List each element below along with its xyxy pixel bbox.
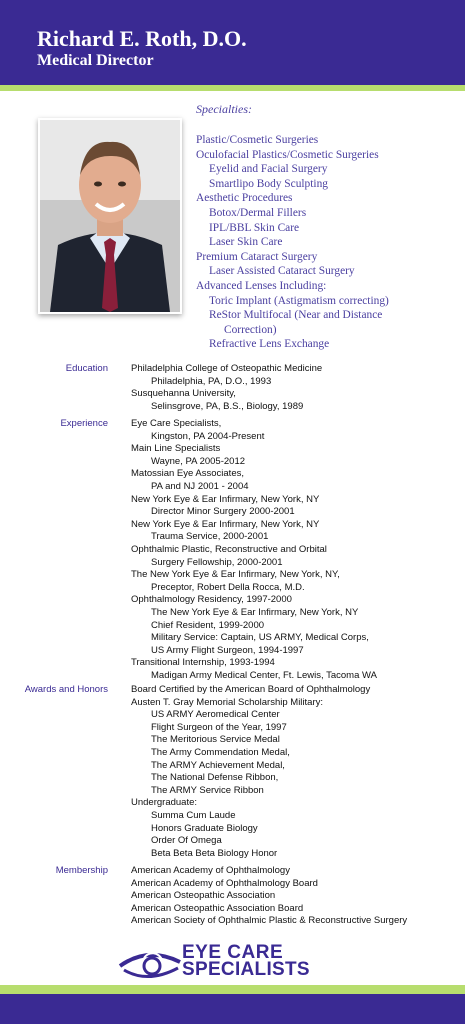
section-item: Main Line Specialists (131, 443, 221, 455)
specialty-item: Plastic/Cosmetic Surgeries (196, 134, 319, 146)
specialties-list (196, 133, 389, 352)
specialty-item: Laser Skin Care (209, 236, 283, 249)
section-item: The New York Eye & Ear Infirmary, New York, NY, (131, 569, 340, 581)
section-item: PA and NJ 2001 - 2004 (151, 480, 249, 492)
specialty-item: Laser Assisted Cataract Surgery (209, 265, 355, 278)
specialty-item: Smartlipo Body Sculpting (209, 177, 328, 190)
section-item: Matossian Eye Associates, (131, 468, 244, 480)
specialty-item: Refractive Lens Exchange (209, 338, 330, 351)
section-item: American Osteopathic Association (131, 890, 276, 902)
section-item: The National Defense Ribbon, (151, 772, 279, 784)
specialty-item: ReStor Multifocal (Near and Distance (209, 309, 383, 322)
specialty-item: IPL/BBL Skin Care (209, 221, 300, 234)
section-item: Wayne, PA 2005-2012 (151, 455, 246, 467)
specialty-item: Premium Cataract Surgery (196, 250, 318, 263)
specialty-item: Botox/Dermal Fillers (209, 206, 307, 219)
section-item: The New York Eye & Ear Infirmary, New York, NY (151, 606, 359, 618)
section-item: New York Eye & Ear Infirmary, New York, NY (131, 493, 320, 505)
doctor-title: Medical Director (37, 52, 154, 69)
section-item: Beta Beta Beta Biology Honor (151, 847, 278, 859)
section-item: Ophthalmology Residency, 1997-2000 (131, 594, 292, 606)
section-item: Flight Surgeon of the Year, 1997 (151, 721, 287, 733)
section-item: The Meritorious Service Medal (151, 734, 280, 746)
section-item: Undergraduate: (131, 797, 198, 809)
section-item: Kingston, PA 2004-Present (151, 430, 265, 442)
section-item: American Academy of Ophthalmology Board (131, 877, 318, 889)
specialty-item: Aesthetic Procedures (196, 192, 293, 205)
section-item: Trauma Service, 2000-2001 (151, 531, 269, 543)
section-item: Honors Graduate Biology (151, 822, 258, 834)
section-item: Board Certified by the American Board of Ophthalmology (131, 684, 371, 695)
section-item: Philadelphia College of Osteopathic Medicine (131, 363, 323, 374)
specialty-item: Correction) (224, 323, 277, 336)
section-item: Summa Cum Laude (151, 809, 236, 821)
portrait-icon (40, 120, 180, 312)
section-item: US Army Flight Surgeon, 1994-1997 (151, 644, 304, 656)
section-item: American Osteopathic Association Board (131, 902, 304, 914)
doctor-name: Richard E. Roth, D.O. (37, 26, 247, 51)
footer-accent-bar (0, 985, 465, 994)
footer-banner (0, 994, 465, 1024)
section-item: Selinsgrove, PA, B.S., Biology, 1989 (151, 400, 304, 412)
section-item: The Army Commendation Medal, (151, 746, 290, 758)
section-item: US ARMY Aeromedical Center (151, 709, 280, 721)
specialty-item: Toric Implant (Astigmatism correcting) (209, 294, 389, 307)
header-banner (0, 0, 465, 85)
section-item: Order Of Omega (151, 835, 222, 847)
experience-items (131, 418, 461, 682)
section-item: Transitional Internship, 1993-1994 (131, 657, 275, 669)
section-item: Chief Resident, 1999-2000 (151, 619, 265, 631)
header-accent-bar (0, 85, 465, 91)
section-item: Military Service: Captain, US ARMY, Medical Corps, (151, 632, 369, 644)
section-item: New York Eye & Ear Infirmary, New York, NY (131, 518, 320, 530)
logo-line1: EYE CARE (182, 942, 284, 963)
section-label-membership: Membership (55, 865, 108, 876)
section-item: Susquehanna University, (131, 388, 236, 400)
specialties-heading: Specialties: (196, 102, 252, 116)
logo-line2: SPECIALISTS (182, 959, 310, 980)
section-item: Surgery Fellowship, 2000-2001 (151, 556, 283, 568)
specialty-item: Advanced Lenses Including: (196, 279, 327, 292)
section-label-experience: Experience (60, 418, 108, 429)
section-item: The ARMY Service Ribbon (151, 784, 264, 796)
awards-items (131, 684, 461, 860)
section-item: Ophthalmic Plastic, Reconstructive and Orbital (131, 543, 327, 555)
section-item: Austen T. Gray Memorial Scholarship Military: (131, 696, 323, 708)
section-item: Director Minor Surgery 2000-2001 (151, 506, 295, 518)
portrait-photo (38, 118, 182, 314)
membership-items (131, 865, 461, 928)
section-item: Eye Care Specialists, (131, 418, 222, 429)
specialty-item: Eyelid and Facial Surgery (209, 163, 328, 176)
section-item: American Society of Ophthalmic Plastic & Reconstructive Surgery (131, 915, 408, 927)
section-item: Philadelphia, PA, D.O., 1993 (151, 375, 272, 387)
section-item: American Academy of Ophthalmology (131, 865, 290, 876)
section-label-education: Education (65, 363, 108, 374)
section-item: Madigan Army Medical Center, Ft. Lewis, Tacoma WA (151, 669, 377, 681)
section-item: The ARMY Achievement Medal, (151, 759, 285, 771)
section-label-awards: Awards and Honors (24, 684, 108, 695)
education-items (131, 363, 461, 413)
specialty-item: Oculofacial Plastics/Cosmetic Surgeries (196, 148, 379, 161)
section-item: Preceptor, Robert Della Rocca, M.D. (151, 581, 305, 593)
